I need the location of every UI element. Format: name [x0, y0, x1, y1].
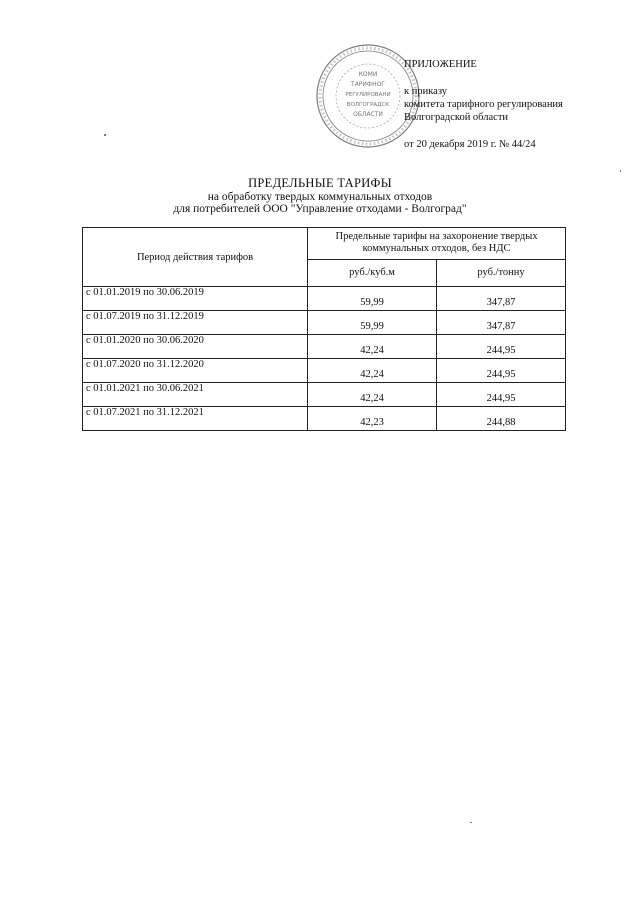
value-per-ton: 244,88: [437, 407, 566, 431]
document-title-block: [0, 176, 640, 215]
table-row: [83, 407, 566, 431]
value-per-m3: 42,24: [308, 359, 437, 383]
appendix-label: ПРИЛОЖЕНИЕ: [404, 59, 477, 70]
value-per-m3: 59,99: [308, 311, 437, 335]
document-title: ПРЕДЕЛЬНЫЕ ТАРИФЫ: [248, 176, 392, 190]
period-cell: с 01.01.2021 по 30.06.2021: [83, 383, 308, 407]
header-unit-ton: руб./тонну: [437, 259, 566, 286]
stamp-line-1: КОМИ: [358, 71, 378, 78]
approval-line-3: Волгоградской области: [404, 112, 509, 123]
value-per-ton: 347,87: [437, 311, 566, 335]
document-subtitle-2: для потребителей ООО "Управление отходами - Волгоград": [173, 203, 467, 215]
table-row: [83, 311, 566, 335]
header-tariff-group: Предельные тарифы на захоронение твердых коммунальных отходов, без НДС: [308, 228, 566, 260]
table-row: [83, 359, 566, 383]
value-per-ton: 347,87: [437, 287, 566, 311]
header-unit-m3: руб./куб.м: [308, 259, 437, 286]
period-cell: с 01.07.2020 по 31.12.2020: [83, 359, 308, 383]
scan-speck: [104, 134, 106, 136]
period-cell: с 01.07.2021 по 31.12.2021: [83, 407, 308, 431]
table-header-row: [83, 228, 566, 260]
value-per-ton: 244,95: [437, 383, 566, 407]
header-period: Период действия тарифов: [83, 228, 308, 287]
value-per-m3: 59,99: [308, 287, 437, 311]
value-per-m3: 42,23: [308, 407, 437, 431]
period-cell: с 01.07.2019 по 31.12.2019: [83, 311, 308, 335]
period-cell: с 01.01.2020 по 30.06.2020: [83, 335, 308, 359]
document-subtitle-1: на обработку твердых коммунальных отходов: [207, 191, 433, 203]
stamp-line-5: ОБЛАСТИ: [353, 111, 383, 118]
scan-speck: [470, 822, 472, 823]
approval-block: [404, 58, 563, 151]
approval-line-1: к приказу: [404, 86, 447, 97]
scan-speck: [620, 170, 621, 172]
order-reference: от 20 декабря 2019 г. № 44/24: [404, 139, 536, 150]
value-per-ton: 244,95: [437, 335, 566, 359]
table-row: [83, 287, 566, 311]
table-row: [83, 335, 566, 359]
value-per-m3: 42,24: [308, 335, 437, 359]
stamp-line-2: ТАРИФНОГ: [351, 81, 385, 88]
value-per-m3: 42,24: [308, 383, 437, 407]
stamp-line-4: ВОЛГОГРАДСК: [346, 102, 390, 108]
stamp-line-3: РЕГУЛИРОВАНИ: [345, 92, 391, 98]
value-per-ton: 244,95: [437, 359, 566, 383]
table-row: [83, 383, 566, 407]
tariff-table: [82, 227, 566, 431]
period-cell: с 01.01.2019 по 30.06.2019: [83, 287, 308, 311]
approval-line-2: комитета тарифного регулирования: [404, 99, 563, 110]
